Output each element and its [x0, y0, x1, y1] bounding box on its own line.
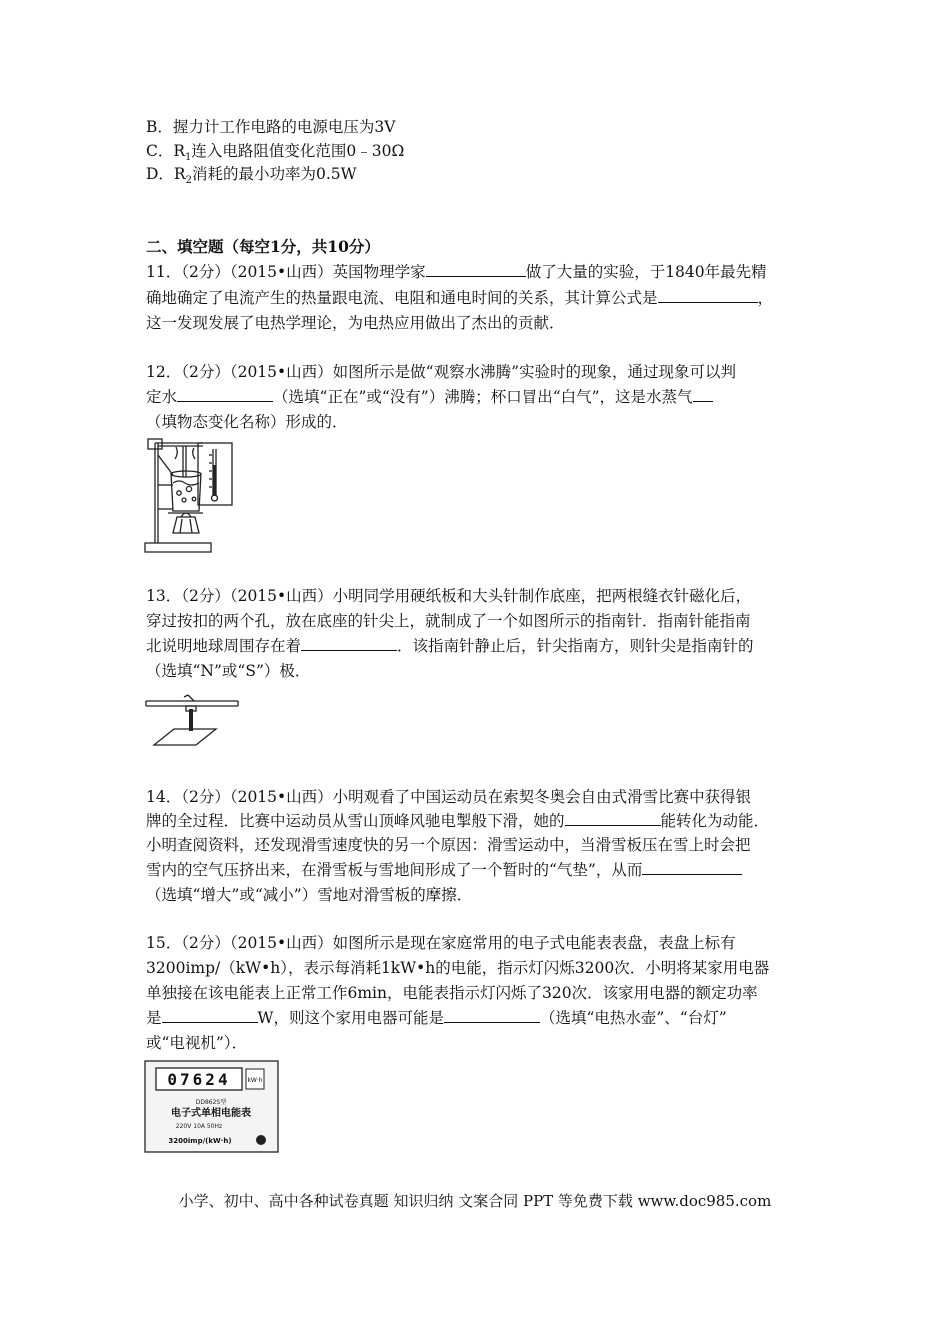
q13-line-4: （选填“N”或“S”）极．	[146, 662, 311, 680]
q13-line-1: 13．（2分）（2015•山西）小明同学用硬纸板和大头针制作底座，把两根缝衣针磁化后，	[146, 587, 752, 605]
q11-text-d: ，	[757, 289, 774, 307]
energy-meter-figure	[144, 1060, 280, 1154]
indicator-light-icon	[256, 1135, 266, 1145]
q11-text-b: 做了大量的实验，于1840年最先精	[525, 263, 767, 281]
option-b: B．握力计工作电路的电源电压为3V	[146, 118, 396, 136]
q14-line-5: （选填“增大”或“减小”）雪地对滑雪板的摩擦．	[146, 886, 473, 904]
answer-blank[interactable]	[177, 386, 273, 402]
answer-blank[interactable]	[162, 1007, 258, 1023]
q12-text-a: 定水	[146, 388, 178, 406]
option-c-subscript: 1	[185, 152, 192, 164]
compass-needle-figure	[144, 691, 242, 749]
q14-line-4	[146, 859, 742, 881]
meter-unit: kW·h	[247, 1077, 263, 1084]
q11-line-2	[146, 287, 773, 309]
answer-blank[interactable]	[693, 386, 713, 402]
q15-line-5: 或“电视机”）．	[146, 1034, 248, 1052]
q15-text-c: （选填“电热水壶”、“台灯”	[539, 1009, 727, 1027]
meter-imp: 3200imp/(kW·h)	[168, 1137, 232, 1145]
meter-name: 电子式单相电能表	[171, 1108, 251, 1119]
q13-text-b: ．该指南针静止后，针尖指南方，则针尖是指南针的	[397, 637, 754, 655]
q15-line-3: 单独接在该电能表上正常工作6min，电能表指示灯闪烁了320次．该家用电器的额定功率	[146, 984, 758, 1002]
meter-digits: 07624	[167, 1070, 231, 1089]
q12-line-1: 12．（2分）（2015•山西）如图所示是做“观察水沸腾”实验时的现象，通过现象可以判	[146, 363, 737, 381]
answer-blank[interactable]	[444, 1007, 540, 1023]
option-c-prefix: C．R	[146, 142, 186, 160]
q15-text-a: 是	[146, 1009, 162, 1027]
boiling-water-apparatus-figure	[143, 437, 238, 555]
option-c-text: 连入电路阻值变化范围0﹣30Ω	[191, 142, 405, 160]
q12-line-3: （填物态变化名称）形成的．	[146, 413, 348, 431]
q15-line-2: 3200imp/（kW•h），表示每消耗1kW•h的电能，指示灯闪烁3200次．小明将某家用电器	[146, 959, 770, 977]
q12-line-2	[146, 386, 713, 408]
q11-line-1	[146, 261, 767, 283]
q14-text-a: 雪内的空气压挤出来，在滑雪板与雪地间形成了一个暂时的“气垫”，从而	[146, 861, 643, 879]
q14-text-a: 牌的全过程．比赛中运动员从雪山顶峰风驰电掣般下滑，她的	[146, 812, 565, 830]
q15-line-1: 15．（2分）（2015•山西）如图所示是现在家庭常用的电子式电能表表盘，表盘上标有	[146, 934, 736, 952]
q13-text-a: 北说明地球周围存在着	[146, 637, 302, 655]
meter-model: DD862S型	[195, 1099, 227, 1106]
section-title: 二、填空题（每空1分，共10分）	[146, 237, 380, 256]
option-d-subscript: 2	[185, 175, 192, 187]
q14-line-1: 14．（2分）（2015•山西）小明观看了中国运动员在索契冬奥会自由式滑雪比赛中获得银	[146, 788, 752, 806]
answer-blank[interactable]	[658, 287, 758, 303]
q11-text-a: 11．（2分）（2015•山西）英国物理学家	[146, 263, 426, 281]
option-d-text: 消耗的最小功率为0.5W	[191, 165, 357, 183]
q11-line-3: 这一发现发展了电热学理论，为电热应用做出了杰出的贡献．	[146, 314, 565, 332]
option-d-prefix: D．R	[146, 165, 186, 183]
q15-line-4	[146, 1007, 727, 1029]
answer-blank[interactable]	[642, 859, 742, 875]
q13-line-2: 穿过按扣的两个孔，放在底座的针尖上，就制成了一个如图所示的指南针．指南针能指南	[146, 612, 751, 630]
option-d	[146, 163, 357, 192]
q15-text-b: W，则这个家用电器可能是	[257, 1009, 444, 1027]
answer-blank[interactable]	[565, 810, 661, 826]
page-footer: 小学、初中、高中各种试卷真题 知识归纳 文案合同 PPT 等免费下载 www.doc985.com	[178, 1192, 772, 1210]
q14-text-b: 能转化为动能．	[660, 812, 770, 830]
q14-line-3: 小明查阅资料，还发现滑雪速度快的另一个原因：滑雪运动中，当滑雪板压在雪上时会把	[146, 836, 751, 854]
answer-blank[interactable]	[426, 261, 526, 277]
q11-text-c: 确地确定了电流产生的热量跟电流、电阻和通电时间的关系，其计算公式是	[146, 289, 658, 307]
answer-blank[interactable]	[301, 635, 397, 651]
q14-line-2	[146, 810, 769, 832]
q13-line-3	[146, 635, 754, 657]
meter-spec: 220V 10A 50Hz	[175, 1123, 223, 1130]
q12-text-b: （选填“正在”或“没有”）沸腾；杯口冒出“白气”，这是水蒸气	[273, 388, 693, 406]
